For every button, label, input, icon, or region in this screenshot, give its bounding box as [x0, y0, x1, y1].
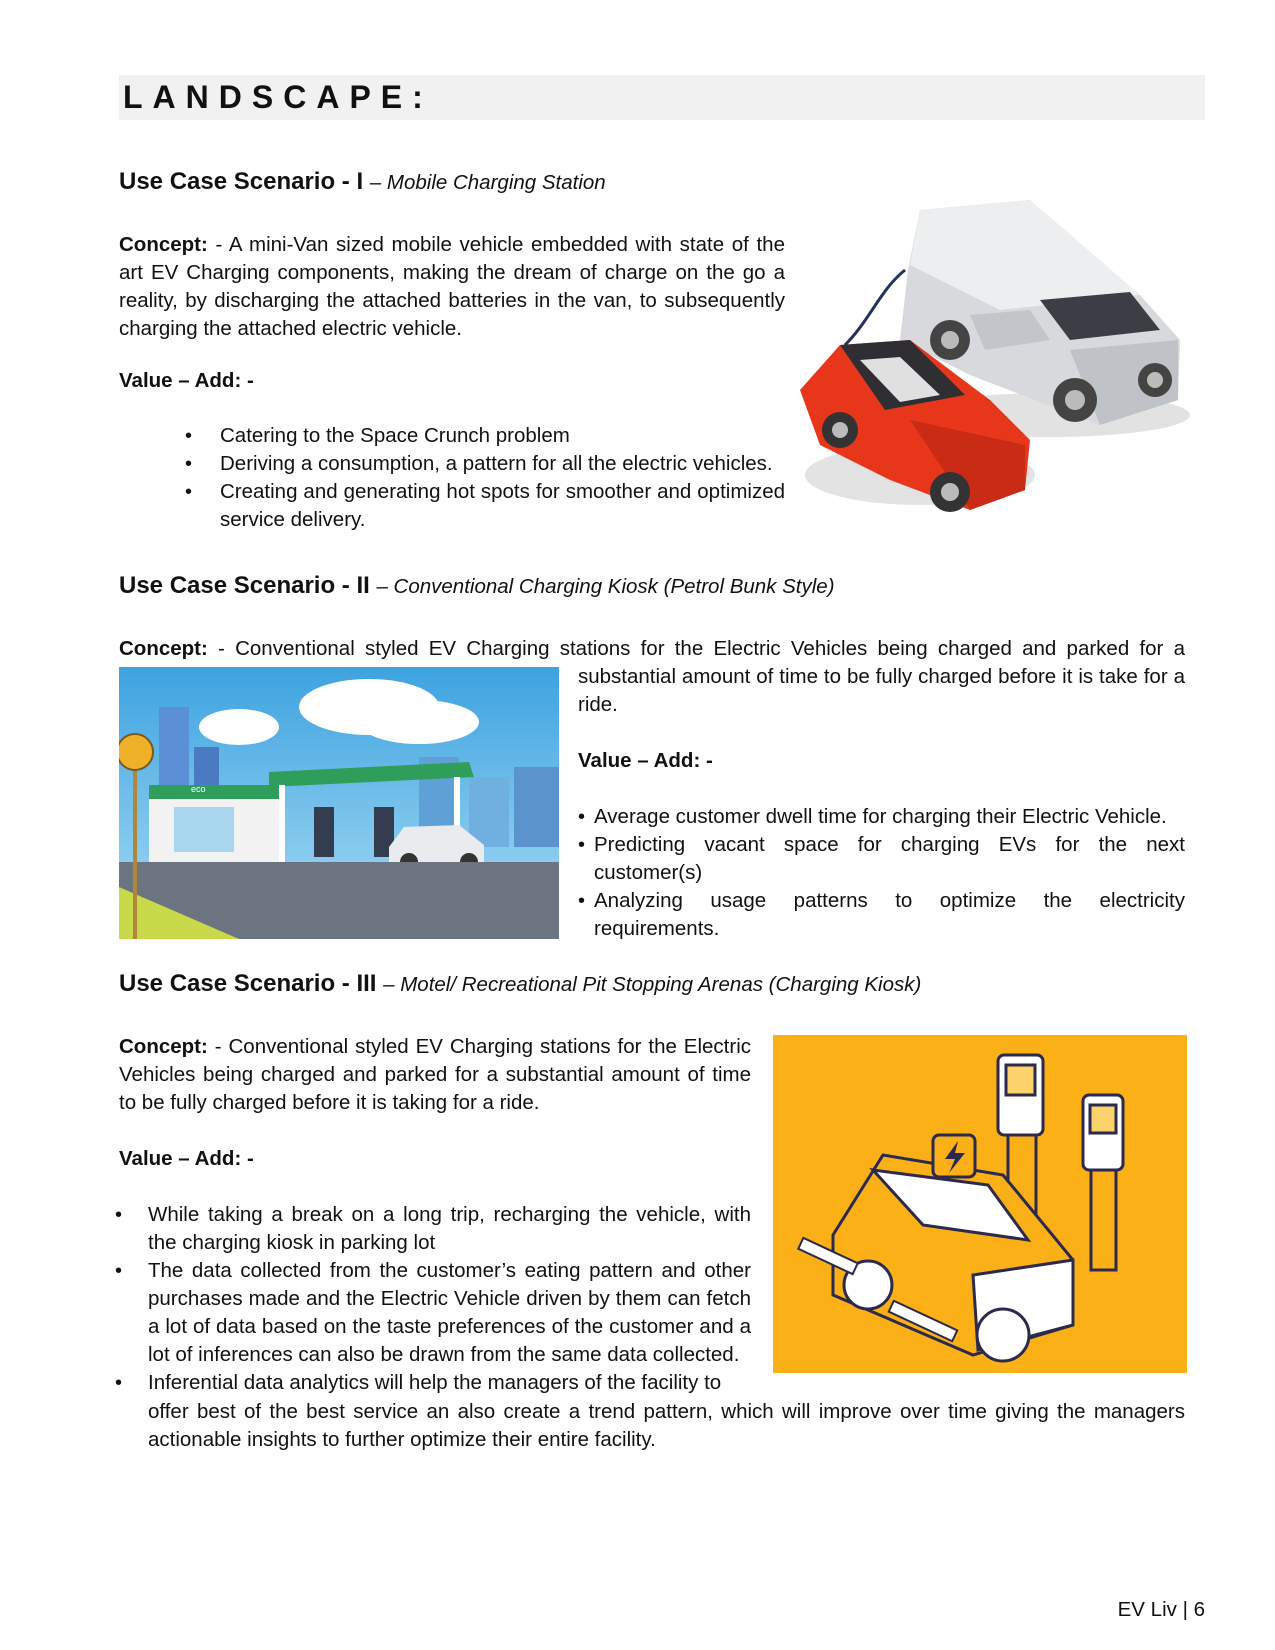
scenario2-value-add: [578, 747, 713, 775]
concept-label: Concept:: [119, 1035, 208, 1058]
station-sign-text: eco: [191, 784, 206, 794]
scenario1-bullet-list: [119, 422, 785, 534]
list-item: • Catering to the Space Crunch problem: [119, 422, 785, 450]
concept-text: - A mini-Van sized mobile vehicle embedded with state of the art EV Charging components, making the dream of charge on the go a reality, by discharging the attached batteries in the van, to subsequently charging the attached electric vehicle.: [119, 233, 785, 340]
list-item: • Creating and generating hot spots for smoother and optimized service delivery.: [119, 478, 785, 534]
list-item: • Analyzing usage patterns to optimize the electricity requirements.: [578, 887, 1185, 943]
scenario3-title: Use Case Scenario - III: [119, 970, 377, 997]
scenario3-heading: [119, 970, 921, 998]
value-add-label: Value – Add:: [578, 749, 701, 772]
concept-label: Concept:: [119, 233, 208, 256]
concept-text: - Conventional styled EV Charging stations for the Electric Vehicles being charged and parked for a: [207, 637, 1185, 660]
concept-text: - Conventional styled EV Charging stations for the Electric Vehicles being charged and parked for a substantial amount of time to be fully charged before it is taking for a ride.: [119, 1035, 751, 1114]
scenario2-concept-rest: substantial amount of time to be fully charged before it is take for a ride.: [578, 665, 1185, 716]
scenario3-bullet-list: [115, 1201, 751, 1397]
scenario3-value-add: [119, 1145, 254, 1173]
value-add-suffix: -: [241, 369, 254, 392]
charging-kiosk-illustration: [119, 667, 559, 939]
list-item: • Inferential data analytics will help the managers of the facility to: [115, 1369, 751, 1397]
section-title: LANDSCAPE:: [123, 79, 433, 115]
motel-charging-kiosk-illustration: [773, 1035, 1187, 1373]
scenario1-subtitle: – Mobile Charging Station: [369, 171, 606, 194]
value-add-suffix: -: [700, 749, 713, 772]
scenario1-concept: [119, 231, 785, 343]
list-item: • The data collected from the customer’s eating pattern and other purchases made and the Electric Vehicle driven by them can fetch a lot of data based on the taste preferences of the customer and a lot of inferences can also be drawn from the same data collected.: [115, 1257, 751, 1369]
scenario1-title: Use Case Scenario - I: [119, 168, 364, 195]
list-item: • Deriving a consumption, a pattern for all the electric vehicles.: [119, 450, 785, 478]
list-item: • Predicting vacant space for charging EVs for the next customer(s): [578, 831, 1185, 887]
scenario3-concept: [119, 1033, 751, 1117]
scenario2-bullet-list: [578, 803, 1185, 943]
value-add-label: Value – Add:: [119, 1147, 242, 1170]
section-banner: [119, 75, 1205, 120]
value-add-label: Value – Add:: [119, 369, 242, 392]
scenario2-heading: [119, 572, 835, 600]
scenario2-title: Use Case Scenario - II: [119, 572, 370, 599]
scenario1-value-add: [119, 367, 254, 395]
concept-label: Concept:: [119, 637, 208, 660]
list-item: • While taking a break on a long trip, recharging the vehicle, with the charging kiosk in parking lot: [115, 1201, 751, 1257]
value-add-suffix: -: [241, 1147, 254, 1170]
page-footer: EV Liv | 6: [1117, 1598, 1205, 1621]
scenario3-last-bullet-rest: offer best of the best service an also create a trend pattern, which will improve over time giving the managers actionable insights to further optimize their entire facility.: [148, 1400, 1185, 1451]
lightning-icon: [933, 1135, 975, 1177]
scenario2-subtitle: – Conventional Charging Kiosk (Petrol Bunk Style): [376, 575, 835, 598]
scenario1-heading: [119, 168, 606, 196]
scenario2-concept-line1: [119, 635, 1185, 663]
mobile-charging-van-illustration: [800, 200, 1190, 540]
scenario3-subtitle: – Motel/ Recreational Pit Stopping Arenas (Charging Kiosk): [383, 973, 922, 996]
list-item: • Average customer dwell time for charging their Electric Vehicle.: [578, 803, 1185, 831]
